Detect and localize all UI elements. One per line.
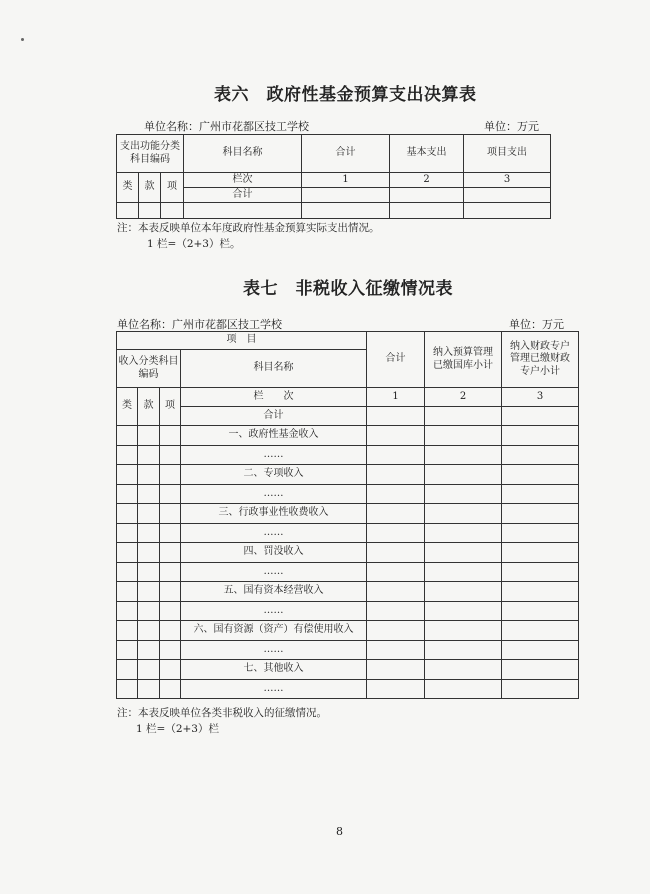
table7-cell [117,426,138,446]
table7-cell [160,523,181,543]
table7-sub-kuan: 款 [138,388,160,426]
table7-cell [138,484,160,504]
table-row [117,523,579,543]
table6-sub-lei: 类 [117,173,139,203]
table-row [117,640,579,660]
table7-cell [117,660,138,680]
table7-cell [425,582,502,602]
table7-cell [138,543,160,563]
table7-cell [138,679,160,699]
table7-row-label: 四、罚没收入 [181,543,367,563]
table7-cell [502,562,579,582]
table6-unit-name: 单位名称：广州市花都区技工学校 [144,120,309,133]
table6-cell [184,203,302,219]
table6-cell [464,203,551,219]
table7-cell [138,640,160,660]
table7-cell [117,679,138,699]
table7-row-label: 六、国有资源（资产）有偿使用收入 [181,621,367,641]
table7-header-total: 合计 [367,332,425,388]
table7-cell [160,504,181,524]
table7-cell [117,465,138,485]
table7-cell [160,484,181,504]
table7-cell [138,562,160,582]
table7-cell [502,543,579,563]
table7-cell [367,543,425,563]
table7-row-label: …… [181,679,367,699]
table7-header-classification: 收入分类科目编码 [117,350,181,388]
table-row [117,484,579,504]
table6-cell [464,188,551,203]
table7-row-label: …… [181,640,367,660]
table7-cell [138,601,160,621]
table7-cell [160,660,181,680]
table7-note-1: 注：本表反映单位各类非税收入的征缴情况。 [117,707,327,719]
table7-row-label: …… [181,562,367,582]
table7-cell [502,523,579,543]
table7-body [117,426,579,699]
table7-cell [425,523,502,543]
table7-cell [117,543,138,563]
table7-cell [367,407,425,426]
table-row [117,562,579,582]
table7-cell [138,465,160,485]
table7-cell [367,679,425,699]
table7-cell [425,504,502,524]
table7-header-name: 科目名称 [181,350,367,388]
table7-row-label: 二、专项收入 [181,465,367,485]
table7-row-label: 七、其他收入 [181,660,367,680]
table7-col-2: 2 [425,388,502,407]
table6 [116,134,551,219]
table7-header-item: 项 目 [117,332,367,350]
table7-cell [367,640,425,660]
table-row [117,601,579,621]
table6-note-2: 1 栏=（2+3）栏。 [147,238,241,250]
table7-col-1: 1 [367,388,425,407]
table7-cell [425,484,502,504]
table7-cell [138,504,160,524]
table7-row-label: …… [181,484,367,504]
table7-cell [502,660,579,680]
table7-cell [160,465,181,485]
table7-cell [367,582,425,602]
table7-cell [117,621,138,641]
table7-col-3: 3 [502,388,579,407]
table6-cell [117,203,139,219]
table6-cell [390,203,464,219]
table7-title: 表七 非税收入征缴情况表 [243,279,453,299]
table6-cell [139,203,161,219]
table7-cell [502,601,579,621]
table-row [117,445,579,465]
table7-cell [160,640,181,660]
table7-cell [117,484,138,504]
table7-col-row-label: 栏 次 [181,388,367,407]
table6-note-1: 注：本表反映单位本年度政府性基金预算实际支出情况。 [117,222,380,234]
table6-title: 表六 政府性基金预算支出决算表 [214,85,477,105]
table7-cell [138,660,160,680]
table7-cell [367,562,425,582]
table6-col-3: 3 [464,173,551,188]
table7 [116,331,579,699]
table6-total-row: 合计 [184,188,302,203]
table7-cell [367,445,425,465]
table6-col-1: 1 [302,173,390,188]
table6-sub-kuan: 款 [139,173,161,203]
table7-cell [117,523,138,543]
table7-cell [367,484,425,504]
page-number: 8 [336,825,343,838]
table7-cell [160,621,181,641]
table-row [117,465,579,485]
table6-col-row-label: 栏次 [184,173,302,188]
table7-cell [117,562,138,582]
table6-cell [161,203,184,219]
table7-cell [367,426,425,446]
table7-cell [425,660,502,680]
table6-header-basic: 基本支出 [390,135,464,173]
table7-cell [367,601,425,621]
table-row [117,426,579,446]
table7-cell [117,445,138,465]
table7-cell [502,407,579,426]
table7-cell [425,640,502,660]
table7-cell [138,445,160,465]
table7-unit: 单位：万元 [509,318,564,331]
table-row [117,621,579,641]
table7-cell [160,601,181,621]
table7-row-label: 三、行政事业性收费收入 [181,504,367,524]
table7-cell [425,465,502,485]
table7-cell [138,523,160,543]
table7-cell [502,582,579,602]
table7-cell [425,426,502,446]
table7-row-label: …… [181,601,367,621]
table7-cell [367,621,425,641]
table7-cell [502,504,579,524]
table7-cell [138,621,160,641]
table7-cell [117,582,138,602]
table-row [117,679,579,699]
table7-cell [425,679,502,699]
table7-cell [117,504,138,524]
table6-cell [302,203,390,219]
table7-cell [425,621,502,641]
scan-speck [21,38,24,41]
table7-row-label: …… [181,523,367,543]
table7-row-label: 一、政府性基金收入 [181,426,367,446]
table6-cell [390,188,464,203]
table7-cell [367,660,425,680]
table-row [117,543,579,563]
table7-cell [160,543,181,563]
table7-cell [138,582,160,602]
table6-header-name: 科目名称 [184,135,302,173]
table7-cell [502,484,579,504]
table7-unit-name: 单位名称：广州市花都区技工学校 [117,318,282,331]
table7-cell [502,640,579,660]
table7-total-row: 合计 [181,407,367,426]
table7-sub-xiang: 项 [160,388,181,426]
table7-cell [367,465,425,485]
table7-cell [425,543,502,563]
table7-cell [502,426,579,446]
table7-cell [425,601,502,621]
table6-header-classification: 支出功能分类科目编码 [117,135,184,173]
table7-cell [117,601,138,621]
table7-cell [502,465,579,485]
table7-cell [160,426,181,446]
table7-cell [425,445,502,465]
table7-cell [117,640,138,660]
table-row [117,504,579,524]
table7-row-label: …… [181,445,367,465]
table-row [117,582,579,602]
table7-cell [425,407,502,426]
table7-cell [367,523,425,543]
table7-cell [160,679,181,699]
table6-col-2: 2 [390,173,464,188]
table7-cell [160,582,181,602]
table7-sub-lei: 类 [117,388,138,426]
table7-note-2: 1 栏=（2+3）栏 [136,723,219,735]
table7-cell [502,621,579,641]
table6-header-total: 合计 [302,135,390,173]
table-row [117,660,579,680]
table6-header-project: 项目支出 [464,135,551,173]
table7-cell [425,562,502,582]
table6-sub-xiang: 项 [161,173,184,203]
table6-cell [302,188,390,203]
table6-unit: 单位：万元 [484,120,539,133]
table7-cell [367,504,425,524]
table7-cell [160,562,181,582]
table7-header-special: 纳入财政专户管理已缴财政专户小计 [502,332,579,388]
table7-cell [160,445,181,465]
table7-row-label: 五、国有资本经营收入 [181,582,367,602]
table7-cell [502,445,579,465]
table7-header-budget: 纳入预算管理已缴国库小计 [425,332,502,388]
table7-cell [138,426,160,446]
table7-cell [502,679,579,699]
